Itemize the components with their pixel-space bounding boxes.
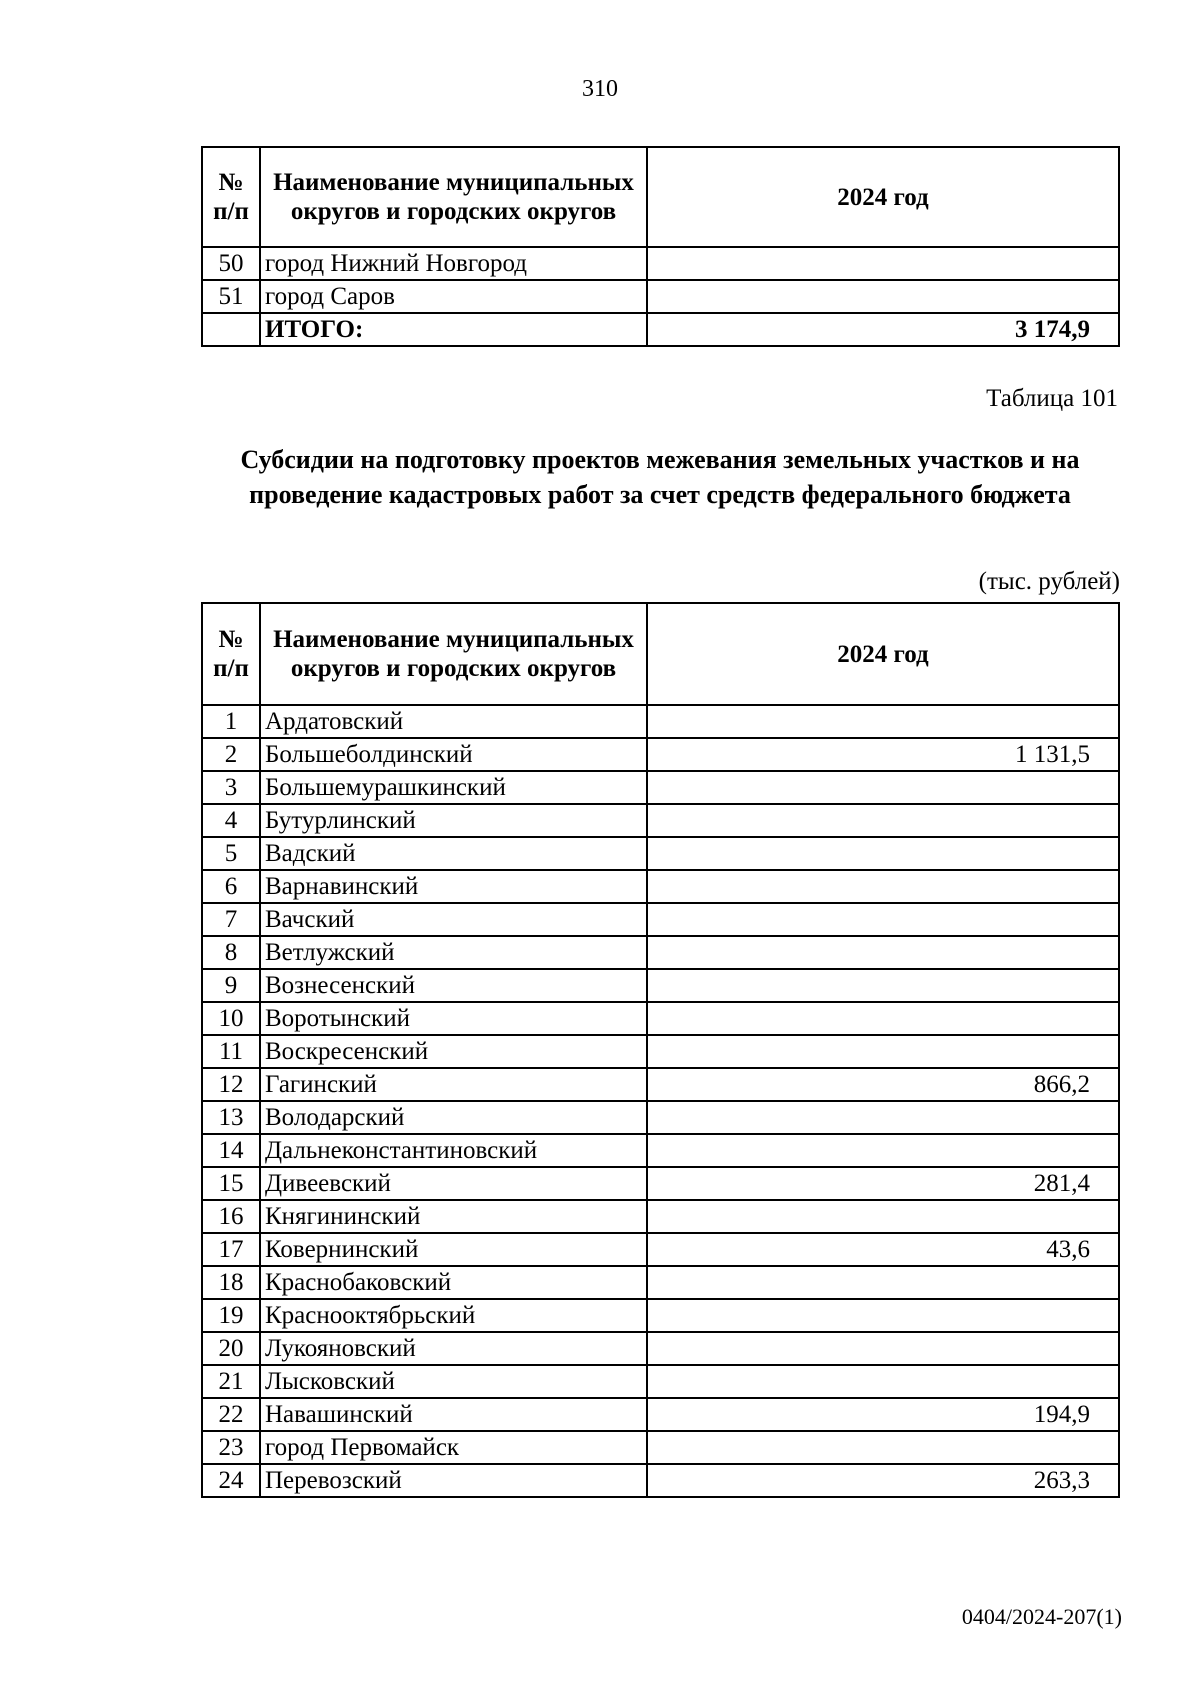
table-row [202, 247, 1119, 280]
row-num: 50 [202, 247, 260, 280]
table-row [202, 1332, 1119, 1365]
subsidies-table [201, 602, 1120, 1498]
row-num: 8 [202, 936, 260, 969]
table-row [202, 936, 1119, 969]
table-row [202, 1167, 1119, 1200]
row-value [647, 705, 1119, 738]
row-num: 21 [202, 1365, 260, 1398]
row-value: 194,9 [647, 1398, 1119, 1431]
row-name: Варнавинский [260, 870, 647, 903]
row-name: Княгининский [260, 1200, 647, 1233]
row-name: город Нижний Новгород [260, 247, 647, 280]
row-name: Перевозский [260, 1464, 647, 1497]
table-row [202, 1431, 1119, 1464]
continuation-table [201, 146, 1120, 347]
row-value: 1 131,5 [647, 738, 1119, 771]
row-value: 866,2 [647, 1068, 1119, 1101]
row-value [647, 1200, 1119, 1233]
row-value [647, 1035, 1119, 1068]
row-value [647, 936, 1119, 969]
row-num: 20 [202, 1332, 260, 1365]
row-num: 19 [202, 1299, 260, 1332]
row-num: 23 [202, 1431, 260, 1464]
row-num: 24 [202, 1464, 260, 1497]
row-name: Ардатовский [260, 705, 647, 738]
header-name: Наименование муниципальных округов и городских округов [260, 147, 647, 247]
row-num: 16 [202, 1200, 260, 1233]
table-header-row [202, 603, 1119, 705]
row-name: Лукояновский [260, 1332, 647, 1365]
table-row [202, 1200, 1119, 1233]
row-name: Гагинский [260, 1068, 647, 1101]
row-num: 2 [202, 738, 260, 771]
total-row [202, 313, 1119, 346]
row-num: 12 [202, 1068, 260, 1101]
row-value [647, 1332, 1119, 1365]
table-row [202, 771, 1119, 804]
table-row [202, 1035, 1119, 1068]
unit-label: (тыс. рублей) [978, 568, 1120, 595]
row-num: 11 [202, 1035, 260, 1068]
header-year: 2024 год [647, 147, 1119, 247]
table-row [202, 804, 1119, 837]
row-num: 4 [202, 804, 260, 837]
row-num: 9 [202, 969, 260, 1002]
document-title: Субсидии на подготовку проектов межевания земельных участков и на проведение кадастровых работ за счет средств федерального бюджета [240, 445, 1080, 509]
row-value [647, 1002, 1119, 1035]
table-header-row [202, 147, 1119, 247]
row-value [647, 247, 1119, 280]
total-label: ИТОГО: [260, 313, 647, 346]
table-row [202, 1233, 1119, 1266]
row-name: Володарский [260, 1101, 647, 1134]
row-num: 18 [202, 1266, 260, 1299]
header-num: № п/п [202, 147, 260, 247]
row-name: Вознесенский [260, 969, 647, 1002]
row-value [647, 1431, 1119, 1464]
row-name: Большеболдинский [260, 738, 647, 771]
row-name: Краснооктябрьский [260, 1299, 647, 1332]
table-row [202, 1398, 1119, 1431]
total-num [202, 313, 260, 346]
table-row [202, 1002, 1119, 1035]
row-num: 13 [202, 1101, 260, 1134]
row-value [647, 1101, 1119, 1134]
row-name: Дальнеконстантиновский [260, 1134, 647, 1167]
row-name: Краснобаковский [260, 1266, 647, 1299]
header-name: Наименование муниципальных округов и городских округов [260, 603, 647, 705]
row-name: Воскресенский [260, 1035, 647, 1068]
row-name: Навашинский [260, 1398, 647, 1431]
row-name: Ковернинский [260, 1233, 647, 1266]
page-number: 310 [582, 76, 618, 102]
table-row [202, 1365, 1119, 1398]
total-value: 3 174,9 [647, 313, 1119, 346]
row-num: 10 [202, 1002, 260, 1035]
table-number: Таблица 101 [986, 385, 1118, 412]
table-row [202, 1068, 1119, 1101]
row-value [647, 1266, 1119, 1299]
table-row [202, 1266, 1119, 1299]
row-value [647, 969, 1119, 1002]
row-name: город Первомайск [260, 1431, 647, 1464]
row-name: Большемурашкинский [260, 771, 647, 804]
row-name: Ветлужский [260, 936, 647, 969]
row-value [647, 1299, 1119, 1332]
header-year: 2024 год [647, 603, 1119, 705]
table-row [202, 1101, 1119, 1134]
row-value [647, 1365, 1119, 1398]
row-num: 15 [202, 1167, 260, 1200]
row-num: 3 [202, 771, 260, 804]
row-name: Дивеевский [260, 1167, 647, 1200]
row-num: 1 [202, 705, 260, 738]
row-num: 7 [202, 903, 260, 936]
row-value [647, 280, 1119, 313]
row-value: 43,6 [647, 1233, 1119, 1266]
row-name: Вачский [260, 903, 647, 936]
header-num: № п/п [202, 603, 260, 705]
row-name: Бутурлинский [260, 804, 647, 837]
table-row [202, 1464, 1119, 1497]
table-row [202, 870, 1119, 903]
row-num: 6 [202, 870, 260, 903]
table-row [202, 837, 1119, 870]
table-row [202, 1299, 1119, 1332]
table-row [202, 969, 1119, 1002]
table-row [202, 705, 1119, 738]
row-value [647, 837, 1119, 870]
row-num: 14 [202, 1134, 260, 1167]
table-row [202, 280, 1119, 313]
row-value [647, 804, 1119, 837]
row-num: 22 [202, 1398, 260, 1431]
table-row [202, 738, 1119, 771]
row-num: 17 [202, 1233, 260, 1266]
row-value [647, 903, 1119, 936]
row-name: Воротынский [260, 1002, 647, 1035]
subsidies-table-body [202, 705, 1119, 1497]
table-row [202, 903, 1119, 936]
table-row [202, 1134, 1119, 1167]
row-value [647, 1134, 1119, 1167]
row-num: 5 [202, 837, 260, 870]
row-value: 281,4 [647, 1167, 1119, 1200]
row-name: город Саров [260, 280, 647, 313]
document-code: 0404/2024-207(1) [961, 1604, 1122, 1629]
row-num: 51 [202, 280, 260, 313]
row-name: Вадский [260, 837, 647, 870]
row-value [647, 870, 1119, 903]
row-name: Лысковский [260, 1365, 647, 1398]
row-value [647, 771, 1119, 804]
row-value: 263,3 [647, 1464, 1119, 1497]
